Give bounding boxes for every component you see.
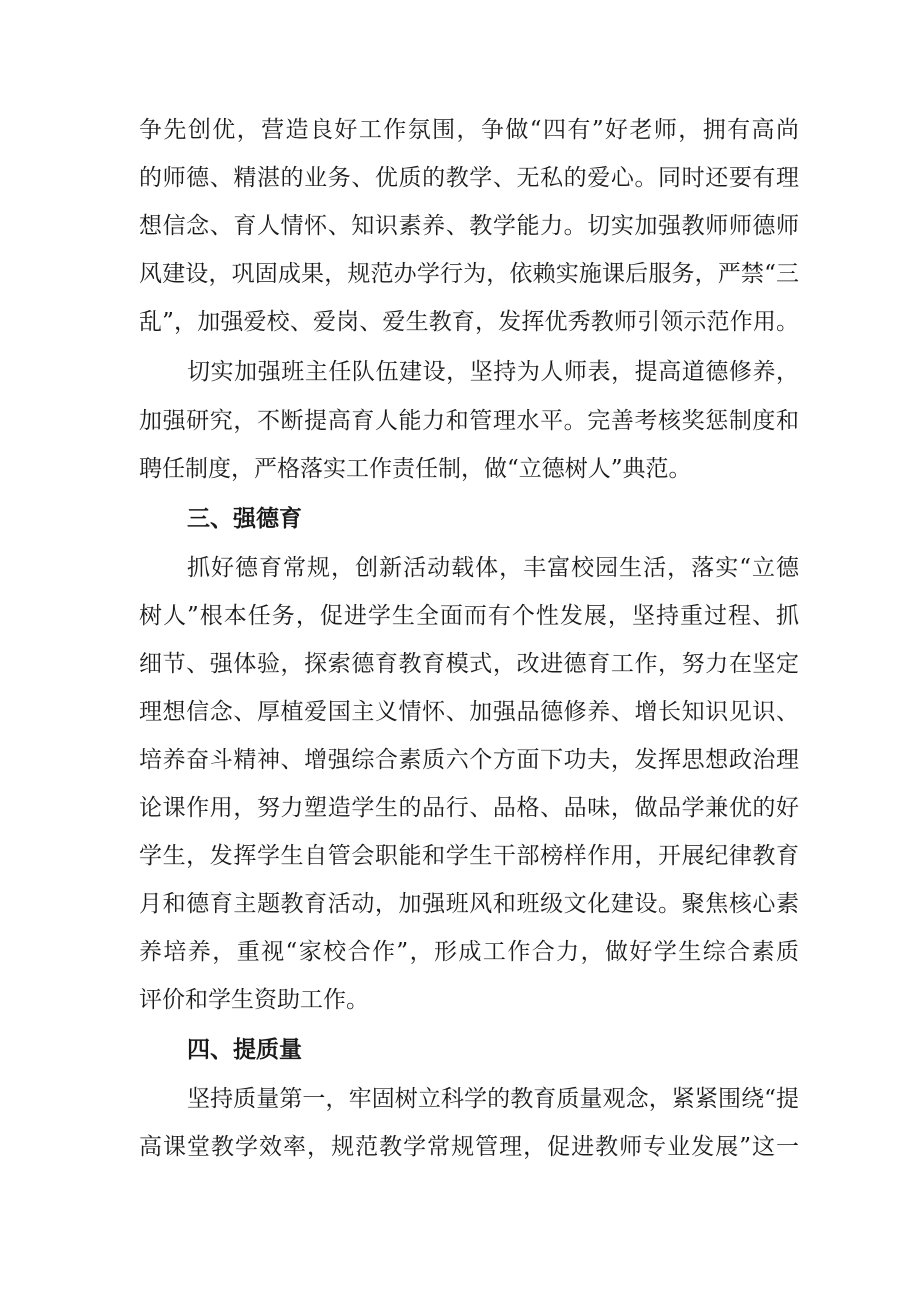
paragraph-line: 风建设，巩固成果，规范办学行为，依赖实施课后服务，严禁“三 xyxy=(139,261,799,287)
paragraph-line: 树人”根本任务，促进学生全面而有个性发展，坚持重过程、抓 xyxy=(139,603,799,629)
paragraph-line: 月和德育主题教育活动，加强班风和班级文化建设。聚焦核心素 xyxy=(139,891,799,917)
paragraph-line: 坚持质量第一，牢固树立科学的教育质量观念，紧紧围绕“提 xyxy=(187,1086,799,1112)
paragraph-line: 养培养，重视“家校合作”，形成工作合力，做好学生综合素质 xyxy=(139,939,799,965)
paragraph-line: 评价和学生资助工作。 xyxy=(139,987,369,1013)
paragraph-line: 加强研究，不断提高育人能力和管理水平。完善考核奖惩制度和 xyxy=(139,408,799,434)
section-heading: 三、强德育 xyxy=(187,506,302,532)
paragraph-line: 细节、强体验，探索德育教育模式，改进德育工作，努力在坚定 xyxy=(139,651,799,677)
paragraph-line: 抓好德育常规，创新活动载体，丰富校园生活，落实“立德 xyxy=(187,555,799,581)
paragraph-line: 乱”，加强爱校、爱岗、爱生教育，发挥优秀教师引领示范作用。 xyxy=(139,309,799,335)
paragraph-line: 学生，发挥学生自管会职能和学生干部榜样作用，开展纪律教育 xyxy=(139,843,799,869)
paragraph-line: 切实加强班主任队伍建设，坚持为人师表，提高道德修养， xyxy=(187,359,799,385)
paragraph-line: 论课作用，努力塑造学生的品行、品格、品味，做品学兼优的好 xyxy=(139,795,799,821)
section-heading: 四、提质量 xyxy=(187,1037,302,1063)
paragraph-line: 想信念、育人情怀、知识素养、教学能力。切实加强教师师德师 xyxy=(139,213,799,239)
paragraph-line: 高课堂教学效率，规范教学常规管理，促进教师专业发展”这一 xyxy=(139,1134,799,1160)
paragraph-line: 争先创优，营造良好工作氛围，争做“四有”好老师，拥有高尚 xyxy=(139,117,799,143)
paragraph-line: 培养奋斗精神、增强综合素质六个方面下功夫，发挥思想政治理 xyxy=(139,747,799,773)
paragraph-line: 聘任制度，严格落实工作责任制，做“立德树人”典范。 xyxy=(139,456,692,482)
paragraph-line: 理想信念、厚植爱国主义情怀、加强品德修养、增长知识见识、 xyxy=(139,699,799,725)
paragraph-line: 的师德、精湛的业务、优质的教学、无私的爱心。同时还要有理 xyxy=(139,165,799,191)
